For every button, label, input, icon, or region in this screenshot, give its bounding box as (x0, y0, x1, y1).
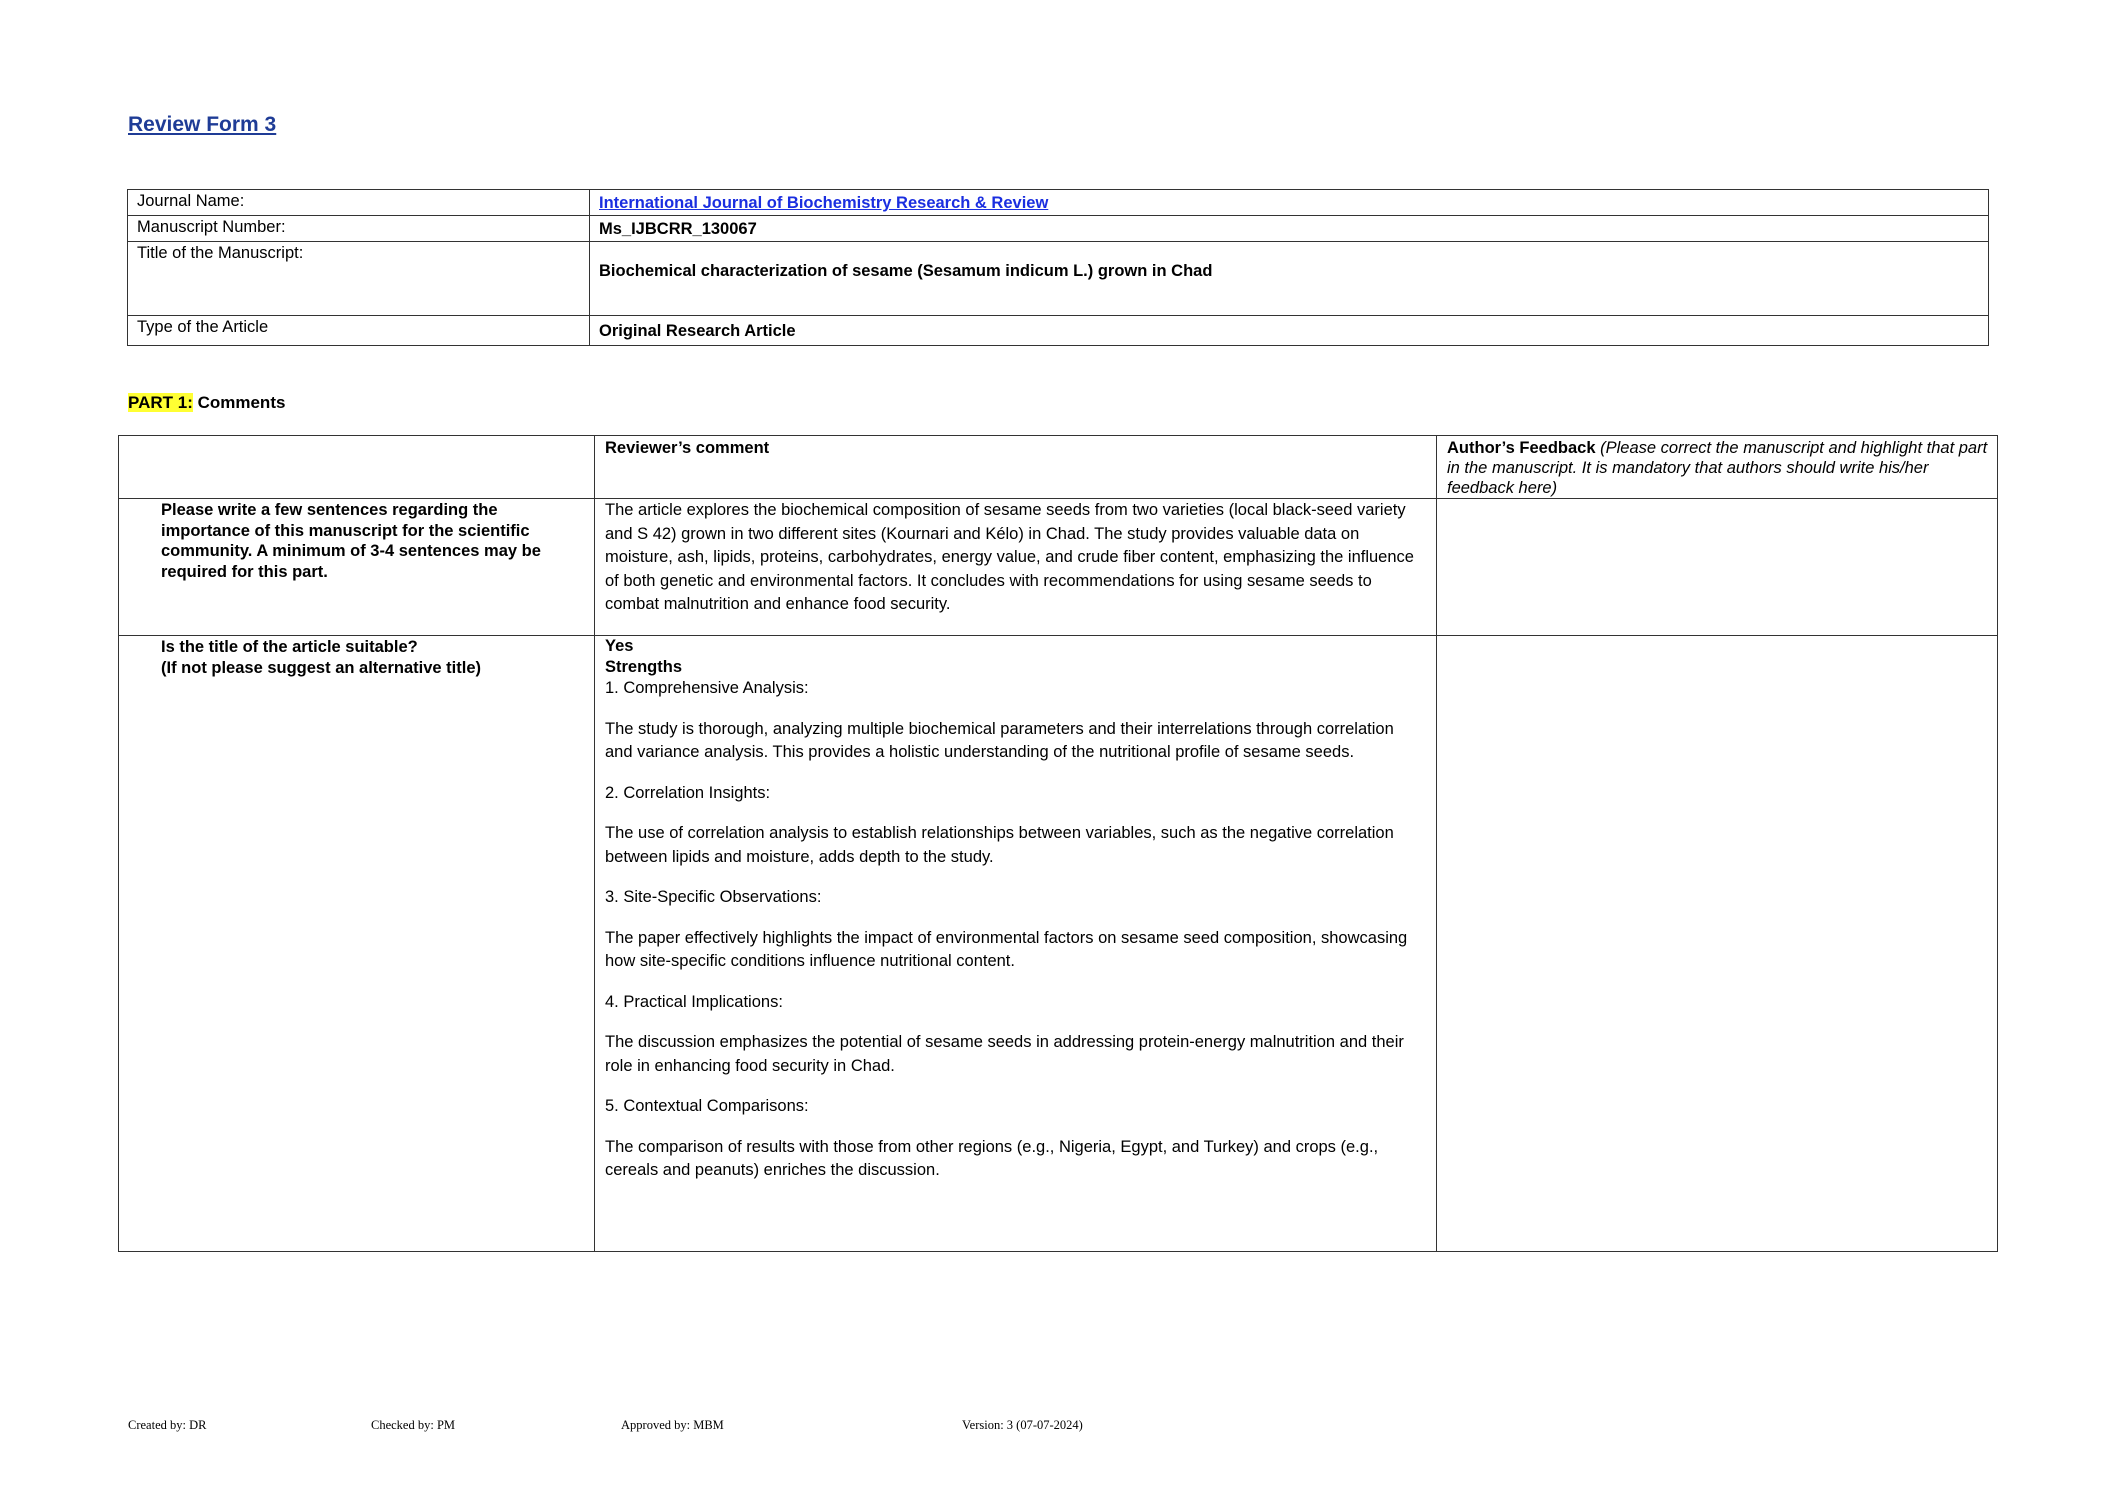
strength-heading: 1. Comprehensive Analysis: (605, 679, 809, 697)
part-1-label: Comments (192, 393, 286, 412)
form-title[interactable]: Review Form 3 (128, 113, 277, 136)
info-row-manuscript-number (128, 216, 1989, 242)
reviewer-comment-label: Reviewer’s comment (605, 439, 770, 457)
manuscript-info-table (127, 189, 1989, 346)
journal-link[interactable]: International Journal of Biochemistry Research & Review (599, 194, 1049, 212)
header-empty-cell (119, 436, 595, 499)
answer-yes: Yes (605, 637, 634, 655)
strength-item (605, 886, 1424, 974)
strength-heading: 4. Practical Implications: (605, 992, 783, 1011)
info-label: Type of the Article (128, 316, 590, 346)
strength-item (605, 782, 1424, 870)
question-title-suitable (119, 636, 595, 1252)
question-importance: Please write a few sentences regarding the importance of this manuscript for the scientific community. A minimum of 3-4 sentences may be required for this part. (119, 499, 595, 636)
reviewer-comment-title (595, 636, 1437, 1252)
strength-item (605, 1095, 1424, 1183)
question-line: (If not please suggest an alternative title) (161, 658, 481, 677)
strength-text: The use of correlation analysis to establish relationships between variables, such as the negative correlation between lipids and moisture, adds depth to the study. (605, 824, 1394, 866)
strength-heading: 2. Correlation Insights: (605, 783, 771, 802)
author-feedback-instructions: (Please correct the manuscript and highlight that part in the manuscript. It is mandatory that authors should write his/her feedback here) (1447, 439, 1988, 497)
strength-text: The discussion emphasizes the potential of sesame seeds in addressing protein-energy malnutrition and their role in enhancing food security in Chad. (605, 1033, 1404, 1075)
table-row (119, 499, 1998, 636)
strength-text: The study is thorough, analyzing multiple biochemical parameters and their interrelations through correlation and variance analysis. This provides a holistic understanding of the nutritional profile of sesame seeds. (605, 719, 1394, 761)
strength-text: The comparison of results with those from other regions (e.g., Nigeria, Egypt, and Turkey) and crops (e.g., cereals and peanuts) enriches the discussion. (605, 1137, 1379, 1179)
strength-item (605, 677, 1424, 765)
author-feedback-cell[interactable] (1437, 499, 1998, 636)
footer-checked-by: Checked by: PM (371, 1418, 456, 1432)
part-1-heading (128, 393, 285, 413)
info-label: Journal Name: (128, 190, 590, 216)
reviewer-comment-importance: The article explores the biochemical composition of sesame seeds from two varieties (local black-seed variety and S 42) grown in two different sites (Kournari and Kélo) in Chad. The study provides valuable data on moisture, ash, lipids, proteins, carbohydrates, energy value, and crude fiber content, emphasizing the influence of both genetic and environmental factors. It concludes with recommendations for using sesame seeds to combat malnutrition and enhance food security. (595, 499, 1437, 636)
info-value-article-type: Original Research Article (590, 316, 1989, 346)
header-reviewer-comment (595, 436, 1437, 499)
strengths-label: Strengths (605, 657, 683, 676)
info-row-title (128, 242, 1989, 316)
author-feedback-cell[interactable] (1437, 636, 1998, 1252)
info-label: Manuscript Number: (128, 216, 590, 242)
comments-table (118, 435, 1998, 1252)
footer-created-by: Created by: DR (128, 1418, 207, 1432)
table-row (119, 636, 1998, 1252)
info-value-manuscript-number: Ms_IJBCRR_130067 (590, 216, 1989, 242)
strength-heading: 3. Site-Specific Observations: (605, 888, 822, 906)
footer-approved-by: Approved by: MBM (621, 1418, 724, 1432)
strength-text: The paper effectively highlights the impact of environmental factors on sesame seed composition, showcasing how site-specific conditions influence nutritional content. (605, 928, 1408, 970)
info-label: Title of the Manuscript: (128, 242, 590, 316)
author-feedback-label: Author’s Feedback (1447, 439, 1596, 457)
info-value-title: Biochemical characterization of sesame (Sesamum indicum L.) grown in Chad (590, 242, 1989, 316)
header-author-feedback (1437, 436, 1998, 499)
part-1-highlight: PART 1: (128, 393, 193, 412)
footer-version: Version: 3 (07-07-2024) (962, 1418, 1083, 1432)
info-value-journal (590, 190, 1989, 216)
info-row-article-type (128, 316, 1989, 346)
comments-header-row (119, 436, 1998, 499)
info-row-journal (128, 190, 1989, 216)
strength-heading: 5. Contextual Comparisons: (605, 1097, 809, 1115)
strength-item (605, 991, 1424, 1079)
question-line: Is the title of the article suitable? (161, 638, 418, 656)
